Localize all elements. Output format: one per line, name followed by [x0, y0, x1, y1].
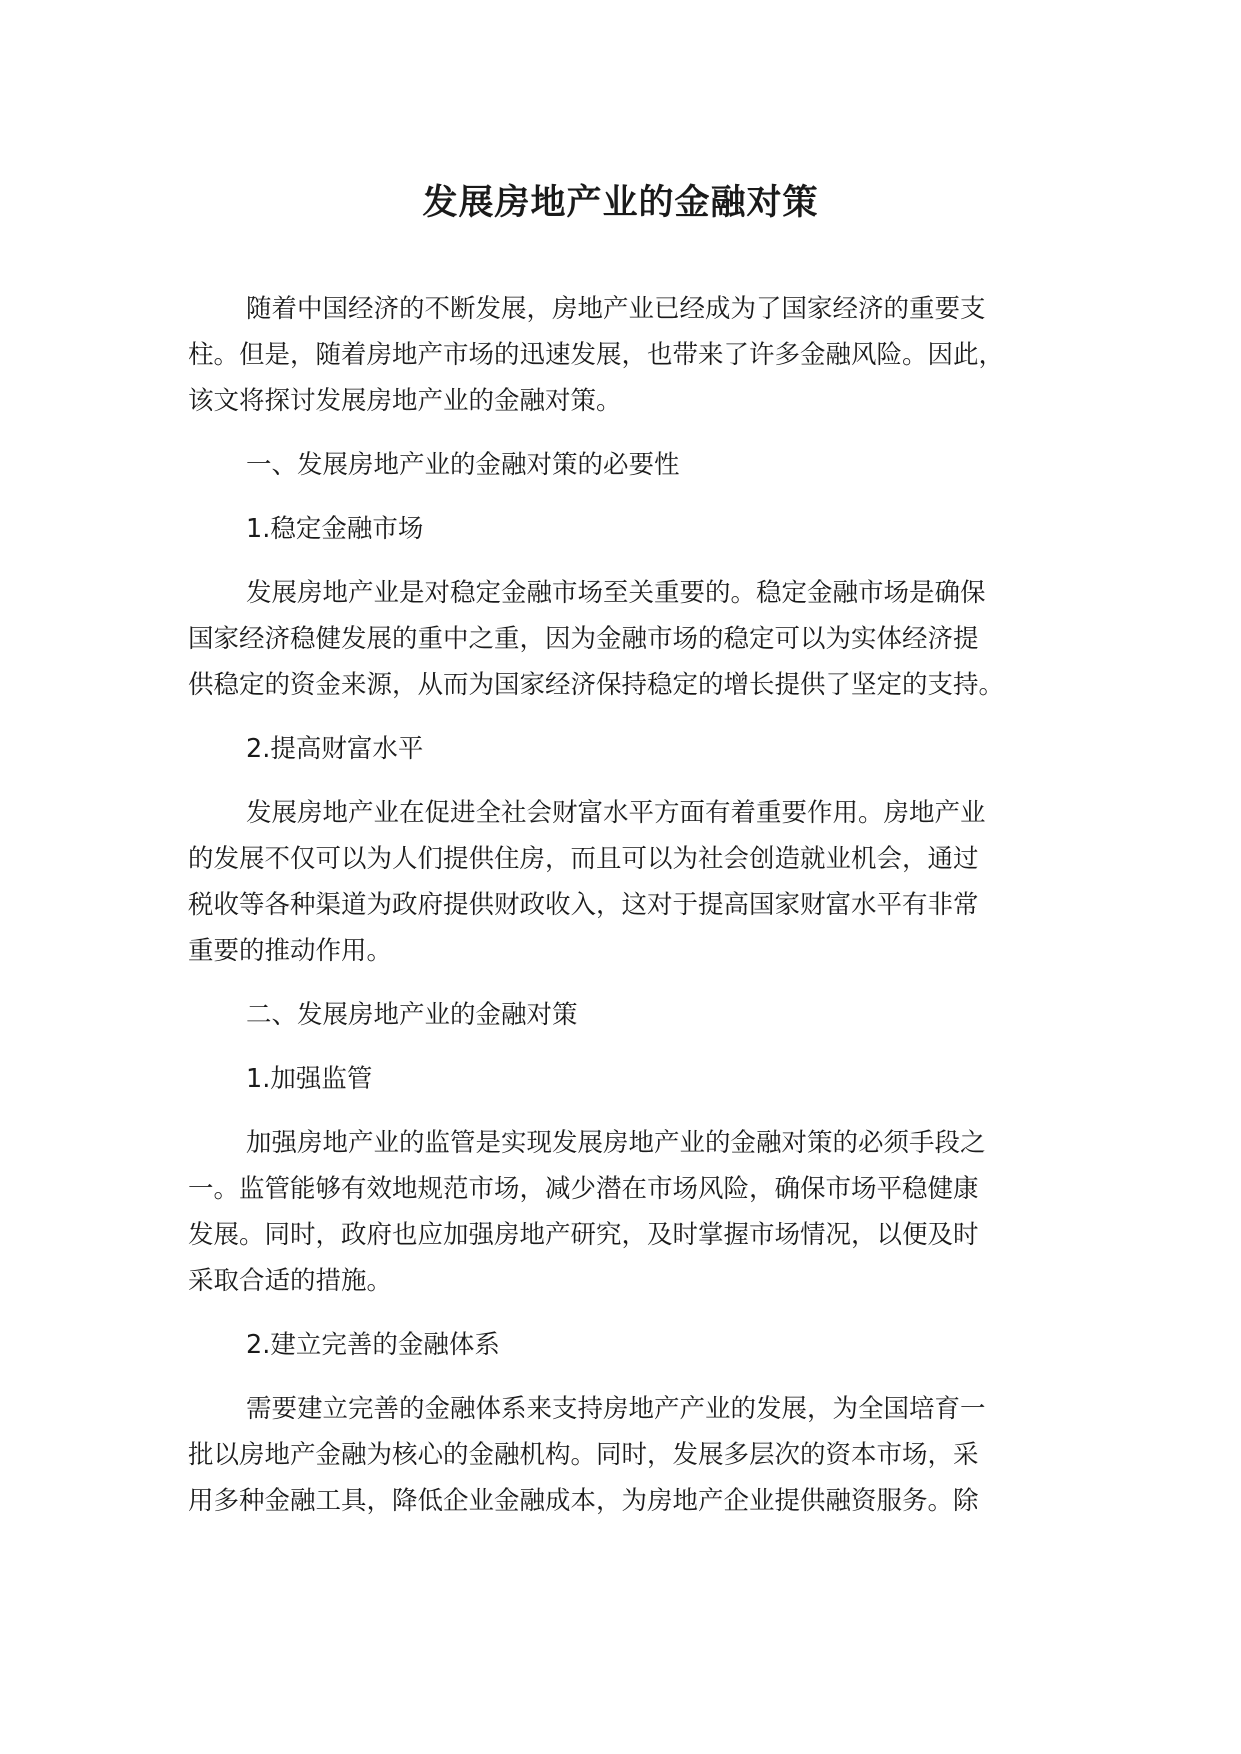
- paragraph-line: 柱。但是，随着房地产市场的迅速发展，也带来了许多金融风险。因此，: [188, 340, 1005, 370]
- paragraph-line: 一。监管能够有效地规范市场，减少潜在市场风险，确保市场平稳健康: [188, 1174, 979, 1204]
- subheading-stable-market: 1.稳定金融市场: [246, 514, 424, 544]
- paragraph-line: 的发展不仅可以为人们提供住房，而且可以为社会创造就业机会，通过: [188, 844, 979, 874]
- paragraph-line: 加强房地产业的监管是实现发展房地产业的金融对策的必须手段之: [246, 1128, 986, 1158]
- subheading-financial-system: 2.建立完善的金融体系: [246, 1330, 500, 1360]
- paragraph-financial-system: [188, 1386, 1048, 1524]
- paragraph-line: 用多种金融工具，降低企业金融成本，为房地产企业提供融资服务。除: [188, 1486, 979, 1516]
- paragraph-line: 发展房地产业是对稳定金融市场至关重要的。稳定金融市场是确保: [246, 578, 986, 608]
- paragraph-line: 随着中国经济的不断发展，房地产业已经成为了国家经济的重要支: [246, 294, 986, 324]
- paragraph-line: 国家经济稳健发展的重中之重，因为金融市场的稳定可以为实体经济提: [188, 624, 979, 654]
- paragraph-line: 税收等各种渠道为政府提供财政收入，这对于提高国家财富水平有非常: [188, 890, 979, 920]
- document-title: 发展房地产业的金融对策: [422, 183, 819, 223]
- paragraph-line: 需要建立完善的金融体系来支持房地产产业的发展，为全国培育一: [246, 1394, 986, 1424]
- section-heading-countermeasures: 二、发展房地产业的金融对策: [246, 1000, 578, 1030]
- paragraph-line: 发展。同时，政府也应加强房地产研究，及时掌握市场情况，以便及时: [188, 1220, 979, 1250]
- paragraph-intro: [188, 286, 1048, 424]
- paragraph-line: 供稳定的资金来源，从而为国家经济保持稳定的增长提供了坚定的支持。: [188, 670, 1005, 700]
- paragraph-line: 批以房地产金融为核心的金融机构。同时，发展多层次的资本市场，采: [188, 1440, 979, 1470]
- paragraph-line: 该文将探讨发展房地产业的金融对策。: [188, 386, 622, 416]
- paragraph-wealth: [188, 790, 1048, 974]
- section-heading-necessity: 一、发展房地产业的金融对策的必要性: [246, 450, 680, 480]
- paragraph-line: 采取合适的措施。: [188, 1266, 393, 1296]
- subheading-supervision: 1.加强监管: [246, 1064, 373, 1094]
- paragraph-supervision: [188, 1120, 1048, 1304]
- document-body: [188, 286, 1048, 1542]
- paragraph-line: 重要的推动作用。: [188, 936, 393, 966]
- paragraph-stable-market: [188, 570, 1048, 708]
- paragraph-line: 发展房地产业在促进全社会财富水平方面有着重要作用。房地产业: [246, 798, 986, 828]
- subheading-wealth: 2.提高财富水平: [246, 734, 424, 764]
